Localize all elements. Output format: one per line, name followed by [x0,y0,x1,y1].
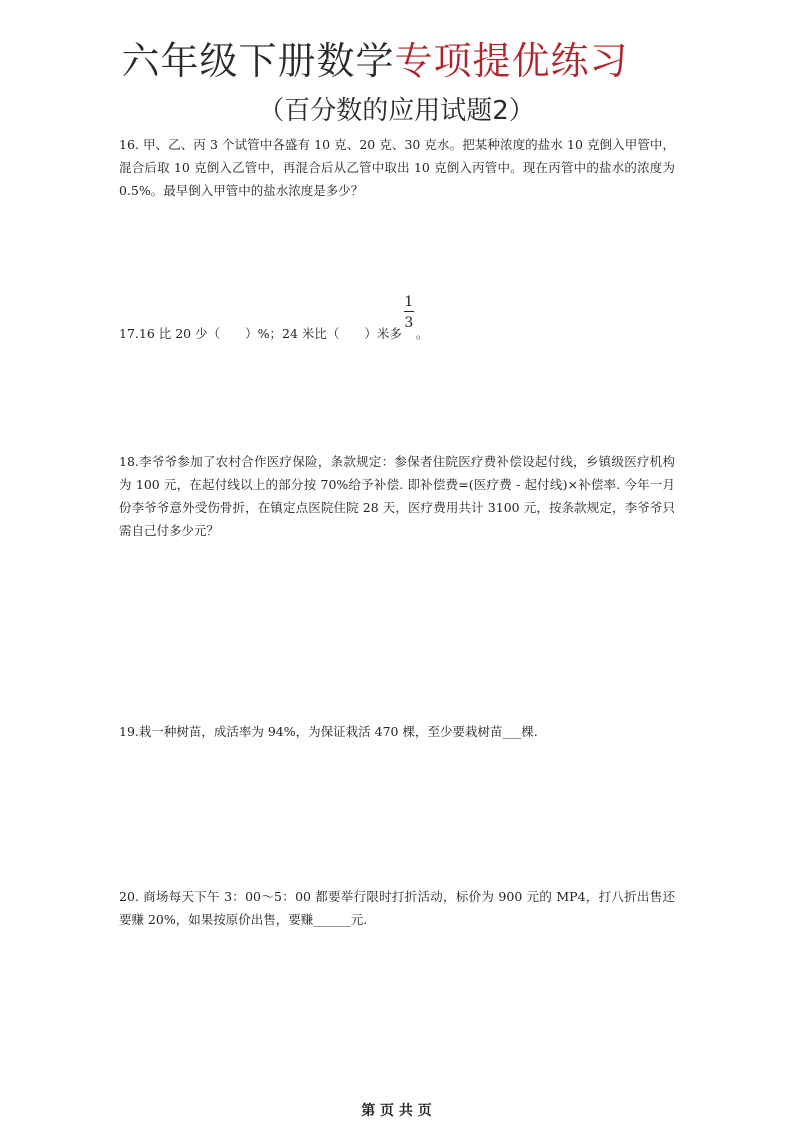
fraction-one-third [402,294,416,338]
title-grade-part: 六年级下册数学 [121,39,395,83]
question-17 [119,294,675,345]
question-16: 16. 甲、乙、丙 3 个试管中各盛有 10 克、20 克、30 克水。把某种浓度的盐水 10 克倒入甲管中，混合后取 10 克倒入乙管中，再混合后从乙管中取出 10 克倒入丙管中。现在丙管中的盐水的浓度为 0.5%。最早倒入甲管中的盐水浓度是多少？ [119,137,675,198]
page-subtitle: （百分数的应用试题2） [258,96,535,126]
title-topic-part: 专项提优练习 [394,39,629,83]
fraction-numerator: 1 [404,294,414,310]
page-footer: 第 页 共 页 [361,1103,432,1119]
question-17-text-after: 。 [415,326,429,341]
fraction-bar [404,311,414,312]
question-20: 20. 商场每天下午 3：00～5：00 都要举行限时打折活动，标价为 900 元的 MP4，打八折出售还要赚 20%，如果按原价出售，要赚______元. [119,889,675,927]
question-18: 18.李爷爷参加了农村合作医疗保险，条款规定：参保者住院医疗费补偿设起付线，乡镇级医疗机构为 100 元，在起付线以上的部分按 70%给予补偿. 即补偿费=(医疗费 - 起付线)×补偿率. 今年一月份李爷爷意外受伤骨折，在镇定点医院住院 28 天，医疗费用共计 3100 元，按条款规定，李爷爷只需自己付多少元？ [119,454,675,538]
fraction-denominator: 3 [404,315,414,331]
question-19: 19.栽一种树苗，成活率为 94%，为保证栽活 470 棵，至少要栽树苗___棵. [119,724,538,739]
question-17-text-before: 17.16 比 20 少（ ）%；24 米比（ ）米多 [119,326,402,341]
page-title [0,30,750,85]
